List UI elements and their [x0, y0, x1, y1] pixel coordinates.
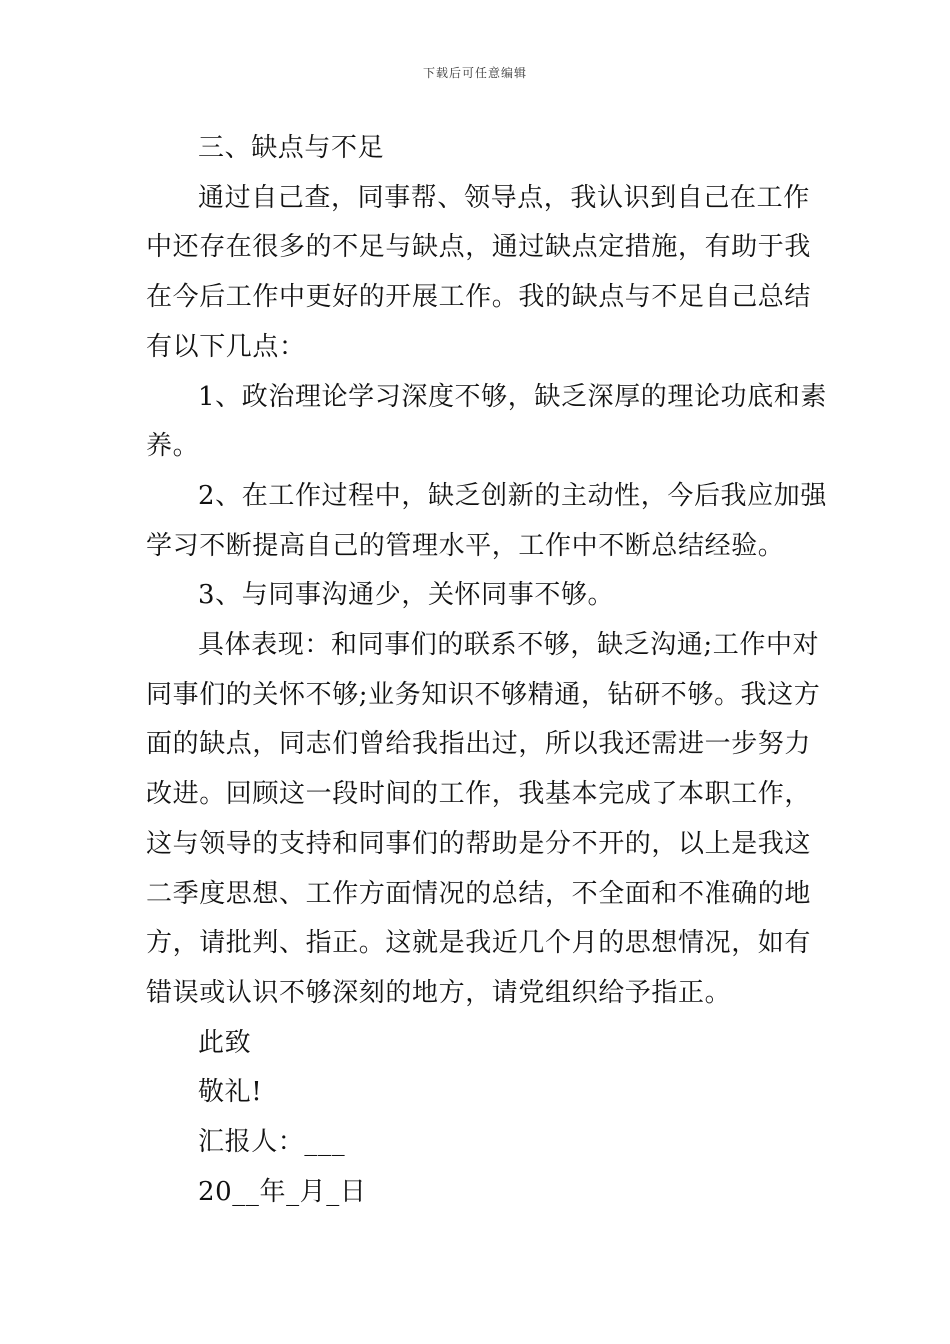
- paragraph-line: 3、与同事沟通少，关怀同事不够。: [198, 580, 615, 611]
- paragraph-self-review: [146, 174, 812, 373]
- closing-respect: 敬礼!: [198, 1077, 263, 1108]
- page-header-note: 下载后可任意编辑: [422, 66, 527, 80]
- paragraph-line: 2、在工作过程中，缺乏创新的主动性，今后我应加强: [198, 480, 827, 511]
- paragraph-line: 养。: [146, 431, 200, 462]
- paragraph-line: 通过自己查，同事帮、领导点，我认识到自己在工作: [198, 182, 810, 213]
- paragraph-line: 错误或认识不够深刻的地方，请党组织给予指正。: [146, 977, 732, 1008]
- paragraph-line: 二季度思想、工作方面情况的总结，不全面和不准确的地: [146, 878, 812, 909]
- paragraph-line: 1、政治理论学习深度不够，缺乏深厚的理论功底和素: [198, 381, 827, 412]
- paragraph-line: 中还存在很多的不足与缺点，通过缺点定措施，有助于我: [146, 232, 812, 263]
- list-item-3: [146, 571, 806, 621]
- reporter-line: 汇报人：___: [198, 1127, 346, 1158]
- section-title: 三、缺点与不足: [198, 133, 385, 163]
- list-item-2: [146, 472, 827, 571]
- paragraph-line: 具体表现：和同事们的联系不够，缺乏沟通;工作中对: [198, 630, 820, 661]
- paragraph-details: [146, 621, 821, 1019]
- paragraph-line: 学习不断提高自己的管理水平，工作中不断总结经验。: [146, 530, 785, 561]
- paragraph-line: 方，请批判、指正。这就是我近几个月的思想情况，如有: [146, 928, 812, 959]
- paragraph-line: 同事们的关怀不够;业务知识不够精通，钻研不够。我这方: [146, 679, 821, 710]
- closing-salutation: 此致: [198, 1027, 252, 1058]
- paragraph-line: 改进。回顾这一段时间的工作，我基本完成了本职工作，: [146, 779, 812, 810]
- report-body: [146, 124, 827, 1217]
- paragraph-line: 在今后工作中更好的开展工作。我的缺点与不足自己总结: [146, 282, 812, 313]
- paragraph-line: 有以下几点：: [146, 331, 306, 362]
- date-line: 20__年_月_日: [198, 1176, 367, 1207]
- list-item-1: [146, 373, 827, 472]
- paragraph-line: 面的缺点，同志们曾给我指出过，所以我还需进一步努力: [146, 729, 812, 760]
- paragraph-line: 这与领导的支持和同事们的帮助是分不开的，以上是我这: [146, 828, 812, 859]
